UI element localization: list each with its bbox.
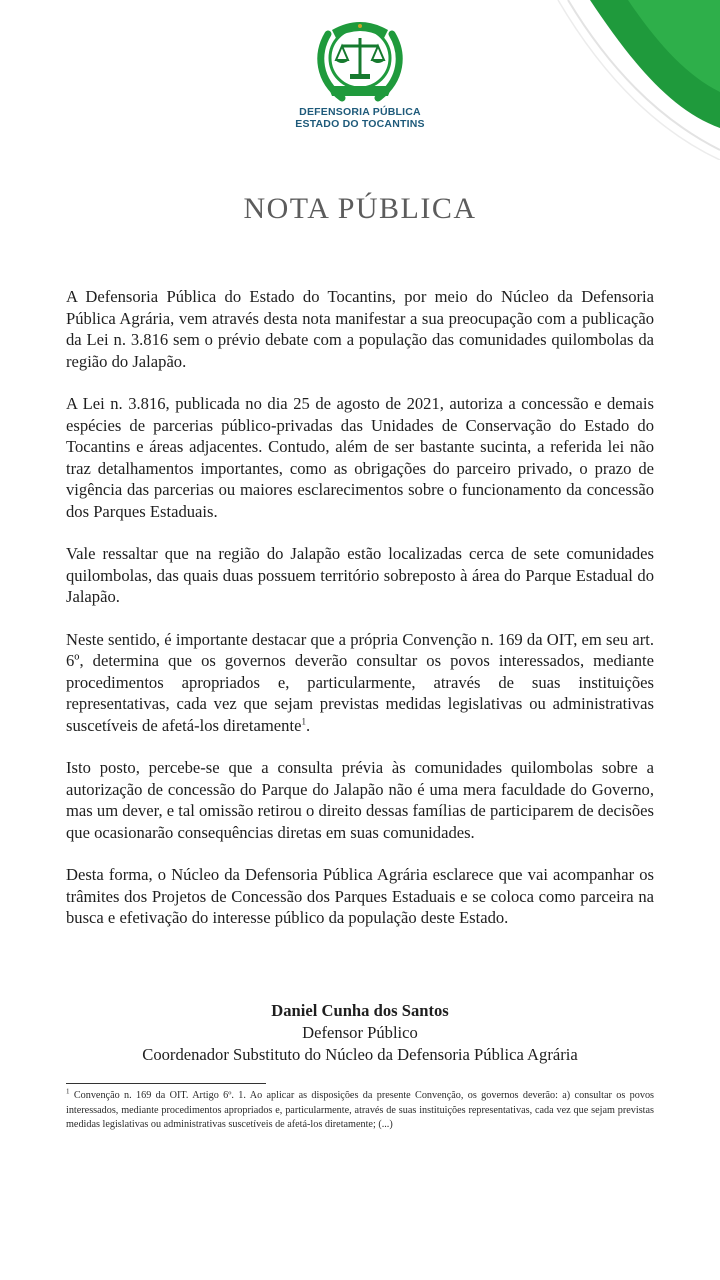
- paragraph-1: A Defensoria Pública do Estado do Tocantins, por meio do Núcleo da Defensoria Pública Agrária, vem através desta nota manifestar a sua preocupação com a publicação da Lei n. 3.816 sem o prévio debate com a população das comunidades quilombolas da região do Jalapão.: [66, 287, 654, 371]
- page-title: NOTA PÚBLICA: [243, 192, 477, 225]
- org-logo: [290, 14, 430, 130]
- footnote: [66, 1089, 654, 1133]
- paragraph-6: Desta forma, o Núcleo da Defensoria Pública Agrária esclarece que vai acompanhar os trâmites dos Projetos de Concessão dos Parques Estaduais e se coloca como parceira na busca e efetivação do interesse público da população deste Estado.: [66, 865, 654, 927]
- signer-position: Coordenador Substituto do Núcleo da Defensoria Pública Agrária: [142, 1045, 578, 1064]
- footnote-divider: [66, 1083, 266, 1084]
- paragraph-4: Neste sentido, é importante destacar que a própria Convenção n. 169 da OIT, em seu art. 6º, determina que os governos deverão consultar os povos interessados, mediante procedimentos apropriados e, particularmente, através de suas instituições representativas, cada vez que sejam previstas medidas legislativas ou administrativas suscetíveis de afetá-los diretamente$^1$.: [66, 629, 654, 735]
- signature-block: [0, 1000, 720, 1066]
- note-body: [66, 286, 654, 950]
- org-name-line2: ESTADO DO TOCANTINS: [295, 118, 425, 130]
- footnote-number: 1: [66, 1087, 70, 1096]
- signer-name: Daniel Cunha dos Santos: [271, 1001, 449, 1020]
- paragraph-3: Vale ressaltar que na região do Jalapão estão localizadas cerca de sete comunidades quilombolas, das quais duas possuem território sobreposto à área do Parque Estadual do Jalapão.: [66, 544, 654, 606]
- org-name-line1: DEFENSORIA PÚBLICA: [299, 106, 421, 118]
- paragraph-5: Isto posto, percebe-se que a consulta prévia às comunidades quilombolas sobre a autorização de concessão do Parque do Jalapão não é uma mera faculdade do Governo, mas um dever, e tal omissão retirou o direito dessas famílias de participarem de decisões que ocasionarão consequências diretas em suas comunidades.: [66, 758, 654, 842]
- paragraph-4-text: Neste sentido, é importante destacar que a própria Convenção n. 169 da OIT, em seu art. 6º, determina que os governos deverão consultar os povos interessados, mediante procedimentos apropriados e, particularmente, através de suas instituições representativas, cada vez que sejam previstas medidas legislativas ou administrativas suscetíveis de afetá-los diretamente: [66, 629, 654, 735]
- footnote-text: Convenção n. 169 da OIT. Artigo 6º. 1. Ao aplicar as disposições da presente Convenção, os governos deverão: a) consultar os povos interessados, mediante procedimentos apropriados e, particularmente, através de suas instituições representativas, cada vez que sejam previstas medidas legislativas ou administrativas suscetíveis de afetá-los diretamente; (...): [66, 1090, 654, 1130]
- corner-decoration: [550, 0, 720, 160]
- paragraph-2: A Lei n. 3.816, publicada no dia 25 de agosto de 2021, autoriza a concessão e demais espécies de parcerias público-privadas das Unidades de Conservação do Estado do Tocantins e áreas adjacentes. Contudo, além de ser bastante sucinta, a referida lei não traz detalhamentos importantes, como as obrigações do parceiro privado, o prazo de vigência das parcerias ou maiores esclarecimentos sobre o funcionamento da concessão dos Parques Estaduais.: [66, 394, 654, 521]
- defensoria-seal-icon: [312, 14, 408, 106]
- footnote-reference: 1: [301, 715, 306, 726]
- signer-role: Defensor Público: [302, 1023, 418, 1042]
